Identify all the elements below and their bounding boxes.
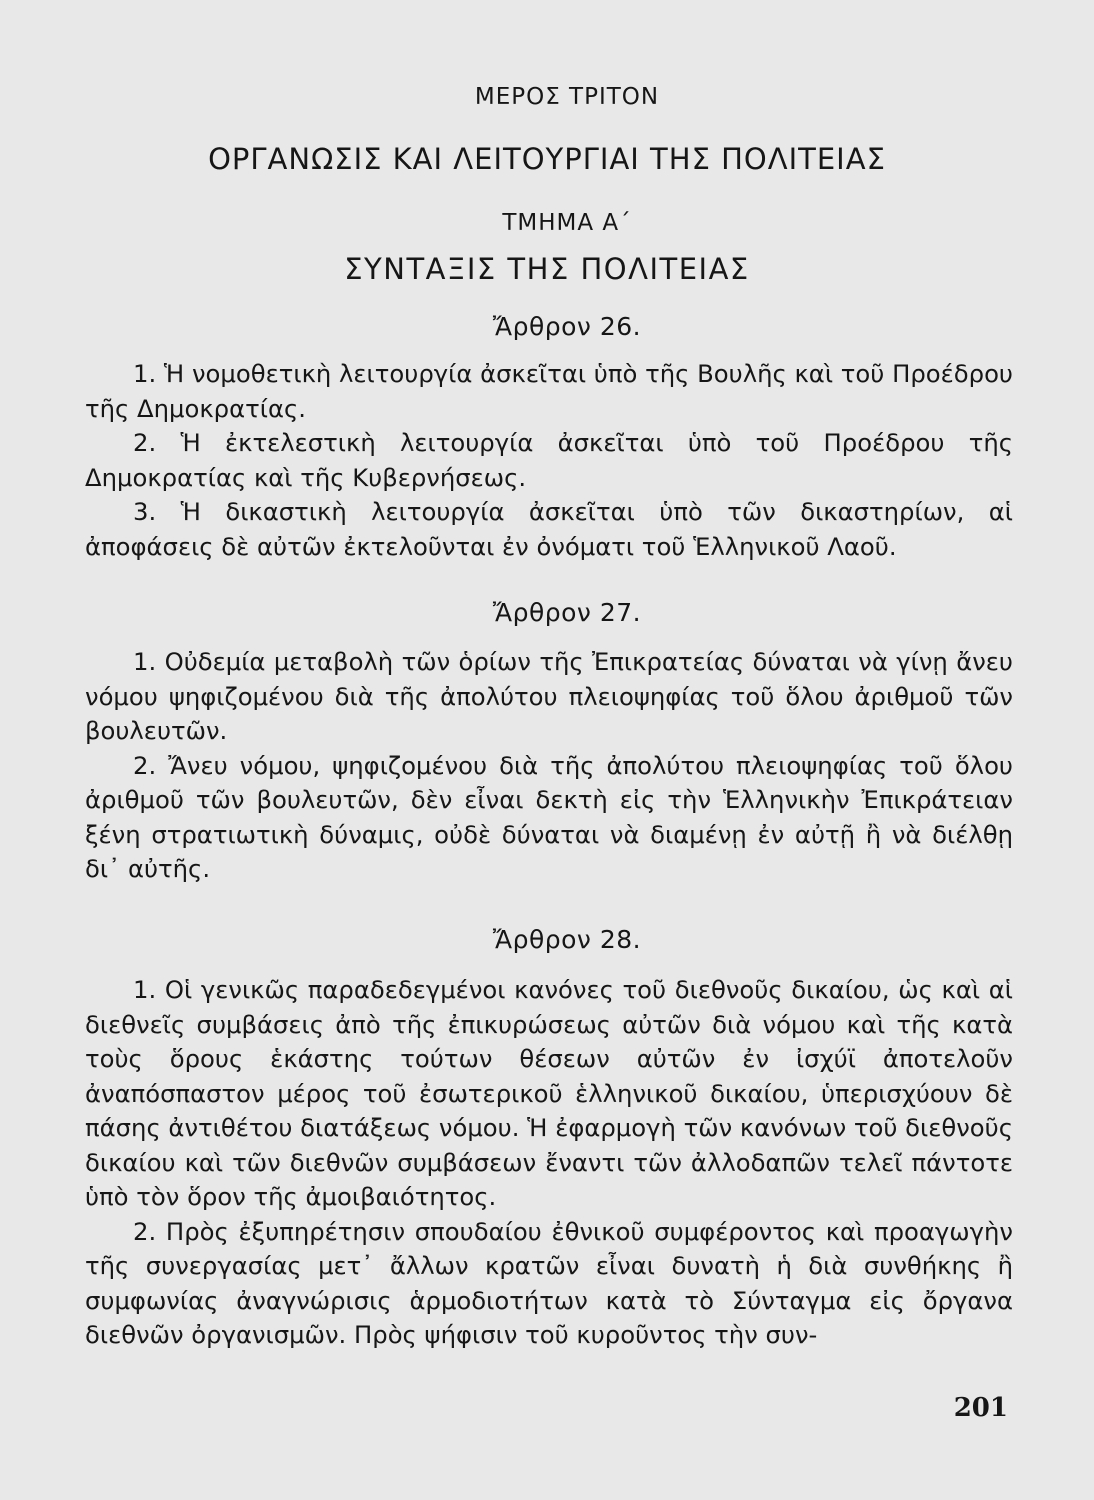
article-26-paragraph-1: 1. Ἡ νομοθετικὴ λειτουργία ἀσκεῖται ὑπὸ τῆς Βουλῆς καὶ τοῦ Προέδρου τῆς Δημοκρατίας. <box>85 359 1013 423</box>
article-26-paragraph-2: 2. Ἡ ἐκτελεστικὴ λειτουργία ἀσκεῖται ὑπὸ τοῦ Προέδρου τῆς Δημοκρατίας καὶ τῆς Κυβερνήσεως. <box>85 428 1013 492</box>
article-27-paragraph-2: 2. Ἄνευ νόμου, ψηφιζομένου διὰ τῆς ἀπολύτου πλειοψηφίας τοῦ ὅλου ἀριθμοῦ τῶν βουλευτῶν, δὲν εἶναι δεκτὴ εἰς τὴν Ἑλληνικὴν Ἐπικράτειαν ξένη στρατιωτικὴ δύναμις, οὐδὲ δύναται νὰ διαμένῃ ἐν αὐτῇ ἢ νὰ διέλθῃ δι᾽ αὐτῆς. <box>85 750 1013 883</box>
article-28-paragraph-2: 2. Πρὸς ἐξυπηρέτησιν σπουδαίου ἐθνικοῦ συμφέροντος καὶ προαγωγὴν τῆς συνεργασίας μετ᾽ ἄλλων κρατῶν εἶναι δυνατὴ ἡ διὰ συνθήκης ἢ συμφωνίας ἀναγνώρισις ἁρμοδιοτήτων κατὰ τὸ Σύνταγμα εἰς ὄργανα διεθνῶν ὀργανισμῶν. Πρὸς ψήφισιν τοῦ κυροῦντος τὴν συν- <box>85 1216 1013 1349</box>
article-27-paragraph-1: 1. Οὐδεμία μεταβολὴ τῶν ὁρίων τῆς Ἐπικρατείας δύναται νὰ γίνῃ ἄνευ νόμου ψηφιζομένου διὰ τῆς ἀπολύτου πλειοψηφίας τοῦ ὅλου ἀριθμοῦ τῶν βουλευτῶν. <box>85 647 1013 745</box>
article-28-paragraph-1: 1. Οἱ γενικῶς παραδεδεγμένοι κανόνες τοῦ διεθνοῦς δικαίου, ὡς καὶ αἱ διεθνεῖς συμβάσεις ἀπὸ τῆς ἐπικυρώσεως αὐτῶν διὰ νόμου καὶ τῆς κατὰ τοὺς ὅρους ἑκάστης τούτων θέσεων αὐτῶν ἐν ἰσχύϊ ἀποτελοῦν ἀναπόσπαστον μέρος τοῦ ἐσωτερικοῦ ἑλληνικοῦ δικαίου, ὑπερισχύουν δὲ πάσης ἀντιθέτου διατάξεως νόμου. Ἡ ἐφαρμογὴ τῶν κανόνων τοῦ διεθνοῦς δικαίου καὶ τῶν διεθνῶν συμβάσεων ἔναντι τῶν ἀλλοδαπῶν τελεῖ πάντοτε ὑπὸ τὸν ὅρον τῆς ἀμοιβαιότητος. <box>85 975 1013 1211</box>
article-27-heading: Ἄρθρον 27. <box>492 598 642 627</box>
page-number: 201 <box>953 1393 1008 1423</box>
article-26-paragraph-3: 3. Ἡ δικαστικὴ λειτουργία ἀσκεῖται ὑπὸ τῶν δικαστηρίων, αἱ ἀποφάσεις δὲ αὐτῶν ἐκτελοῦνται ἐν ὀνόματι τοῦ Ἑλληνικοῦ Λαοῦ. <box>85 497 1013 561</box>
section-label: ΤΜΗΜΑ Α΄ <box>502 210 632 236</box>
article-28-heading: Ἄρθρον 28. <box>492 925 642 954</box>
part-title: ΟΡΓΑΝΩΣΙΣ ΚΑΙ ΛΕΙΤΟΥΡΓΙΑΙ ΤΗΣ ΠΟΛΙΤΕΙΑΣ <box>208 142 886 176</box>
article-26-heading: Ἄρθρον 26. <box>492 312 642 341</box>
part-label: ΜΕΡΟΣ ΤΡΙΤΟΝ <box>474 84 660 110</box>
article-28-body <box>85 973 1013 1353</box>
article-27-body <box>85 645 1013 887</box>
article-26-body <box>85 357 1013 564</box>
section-title: ΣΥΝΤΑΞΙΣ ΤΗΣ ΠΟΛΙΤΕΙΑΣ <box>344 252 750 286</box>
